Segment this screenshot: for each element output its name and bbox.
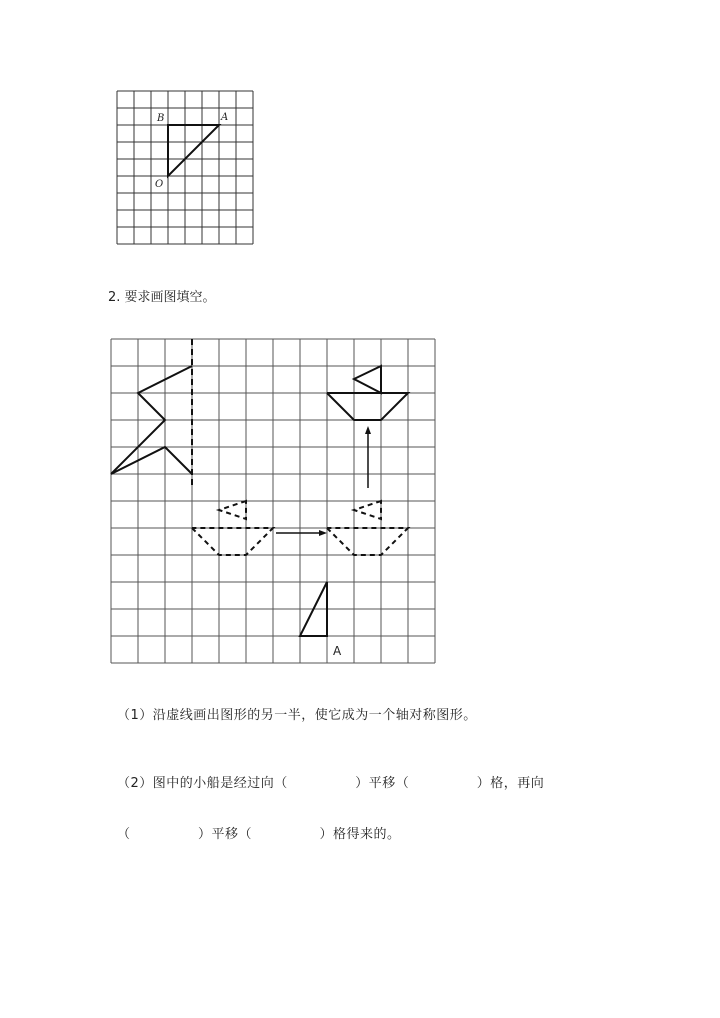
point-label-a: A bbox=[221, 112, 229, 123]
translate-up-arrow bbox=[365, 426, 371, 488]
solid-boat-final bbox=[327, 366, 408, 420]
triangle-oba bbox=[168, 125, 219, 176]
question-2-title: 2. 要求画图填空。 bbox=[108, 290, 216, 305]
point-label-b: B bbox=[157, 113, 165, 124]
symmetry-translation-figure bbox=[106, 334, 440, 668]
sub-question-2-line-2: （ ）平移（ ）格得来的。 bbox=[117, 827, 401, 842]
point-label-o: O bbox=[155, 179, 164, 190]
triangle-grid-figure bbox=[112, 87, 258, 249]
sub-question-1: （1）沿虚线画出图形的另一半，使它成为一个轴对称图形。 bbox=[117, 708, 477, 723]
translate-right-arrow bbox=[276, 530, 327, 536]
grid-lines bbox=[117, 91, 253, 244]
sub-question-2-line-1: （2）图中的小船是经过向（ ）平移（ ）格，再向 bbox=[117, 776, 545, 791]
grid-lines bbox=[111, 339, 435, 663]
triangle-a-label: A bbox=[333, 644, 342, 658]
